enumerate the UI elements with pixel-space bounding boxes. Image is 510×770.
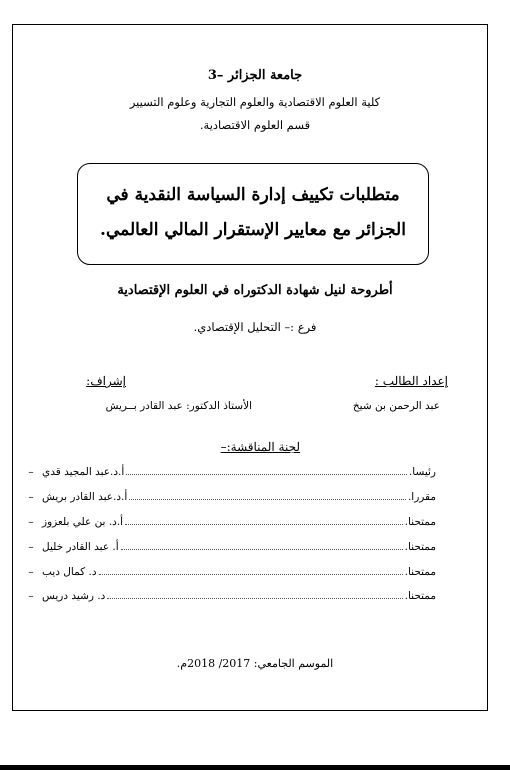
member-name: أ.د. بن علي بلعزوز [42,516,124,528]
committee-member [22,514,436,530]
department-name: قسم العلوم الاقتصادية. [199,118,311,132]
member-role: ممتحنا. [404,590,436,602]
bottom-divider [0,765,510,770]
dotted-leader [125,514,403,525]
dotted-leader [126,464,407,475]
list-dash: – [28,590,34,602]
thesis-title-line-1: متطلبات تكييف إدارة السياسة النقدية في [106,185,400,205]
list-dash: – [28,466,34,478]
member-name: أ.د.عبد المجيد قدي [42,466,125,478]
member-role: رئيسا. [408,466,436,478]
dotted-leader [129,489,406,500]
student-name: عبد الرحمن بن شيخ [352,400,440,412]
dotted-leader [107,588,402,599]
academic-season: الموسم الجامعي: 2017/ 2018م. [176,657,334,670]
dotted-leader [121,539,403,550]
supervisor-label: إشراف: [86,374,126,388]
student-label: إعداد الطالب : [374,374,448,388]
thesis-title-box [77,163,429,265]
committee-member [22,539,436,555]
member-role: مقررا. [407,491,436,503]
member-role: ممتحنا. [404,516,436,528]
university-name: جامعة الجزائر –3 [207,68,303,83]
member-name: د. رشيد دريس [42,590,106,602]
list-dash: – [28,541,34,553]
thesis-purpose: أطروحة لنيل شهادة الدكتوراه في العلوم الإقتصادية [117,283,393,298]
member-name: أ.د.عبد القادر بريش [42,491,128,503]
supervisor-name: الأستاذ الدكتور: عبد القادر بــريش [105,400,252,412]
list-dash: – [28,516,34,528]
member-name: د. كمال ديب [42,566,97,578]
thesis-title-line-2: الجزائر مع معايير الإستقرار المالي العالمي. [100,220,406,240]
list-dash: – [28,491,34,503]
list-dash: – [28,566,34,578]
dotted-leader [99,564,403,575]
committee-member [22,489,436,505]
member-name: أ. عبد القادر خليل [42,541,119,553]
committee-member [22,564,436,580]
member-role: ممتحنا. [404,566,436,578]
committee-member [22,464,436,480]
branch: فرع :– التحليل الإقتصادي. [193,320,317,334]
member-role: ممتحنا. [404,541,436,553]
committee-label: لجنة المناقشة:– [220,440,300,454]
committee-member [22,588,436,604]
faculty-name: كلية العلوم الاقتصادية والعلوم التجارية وعلوم التسيير [129,95,381,109]
